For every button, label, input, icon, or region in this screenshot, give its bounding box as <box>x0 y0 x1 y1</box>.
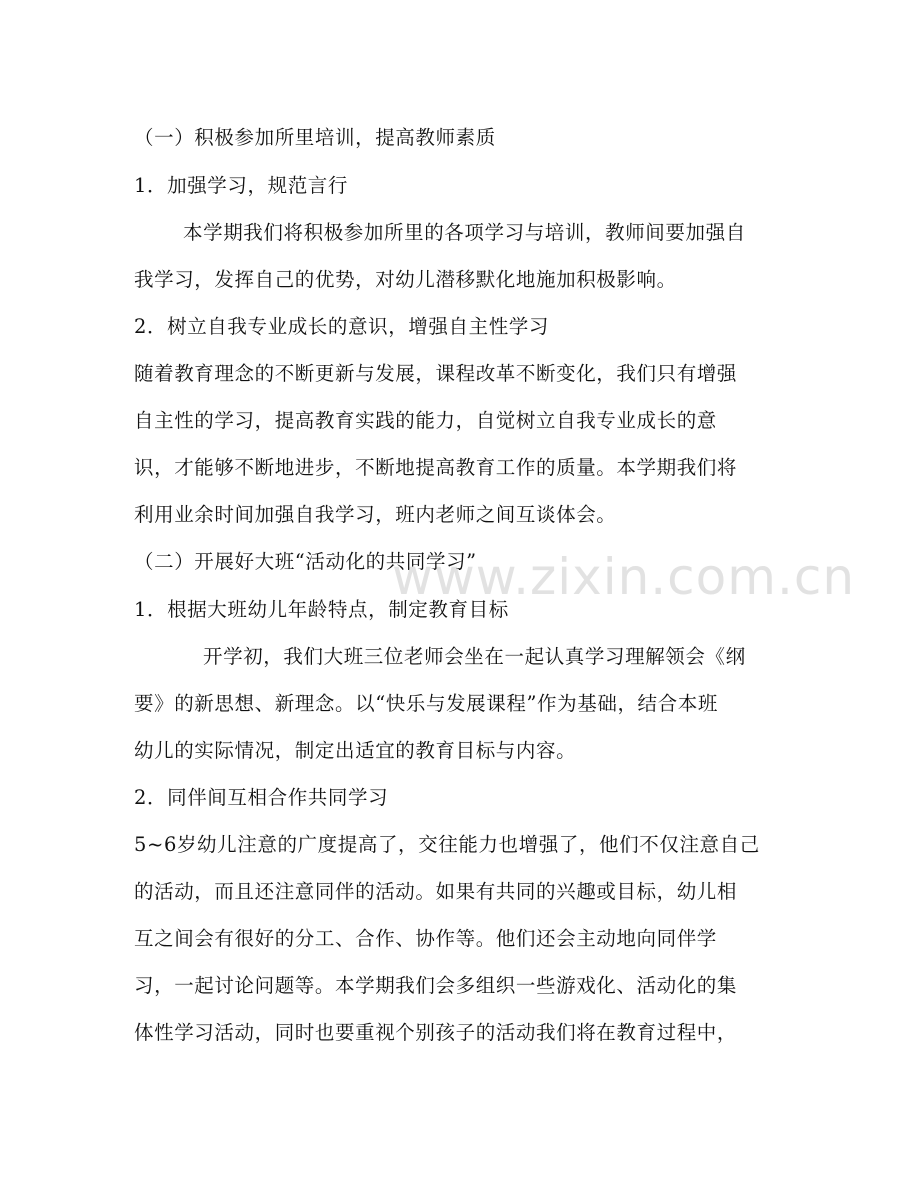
section-heading-1: （一）积极参加所里培训，提高教师素质 <box>134 126 496 149</box>
subheading-1-1: 1．加强学习，规范言行 <box>134 174 349 197</box>
paragraph-line: 幼儿的实际情况，制定出适宜的教育目标与内容。 <box>134 739 577 762</box>
paragraph-line: 5~6岁幼儿注意的广度提高了，交往能力也增强了，他们不仅注意自己 <box>134 833 760 856</box>
subheading-1-2: 2．树立自我专业成长的意识，增强自主性学习 <box>134 315 550 338</box>
watermark-text: www.zixin.com.cn <box>392 548 856 606</box>
paragraph-line: 我学习，发挥自己的优势，对幼儿潜移默化地施加积极影响。 <box>134 268 677 291</box>
paragraph-line: 互之间会有很好的分工、合作、协作等。他们还会主动地向同伴学 <box>134 927 717 950</box>
paragraph-line: 开学初，我们大班三位老师会坐在一起认真学习理解领会《纲 <box>203 645 746 668</box>
subheading-2-2: 2．同伴间互相合作共同学习 <box>134 786 389 809</box>
paragraph-line: 利用业余时间加强自我学习，班内老师之间互谈体会。 <box>134 503 617 526</box>
paragraph-line: 自主性的学习，提高教育实践的能力，自觉树立自我专业成长的意 <box>134 409 717 432</box>
paragraph-line: 本学期我们将积极参加所里的各项学习与培训，教师间要加强自 <box>183 221 746 244</box>
paragraph-line: 要》的新思想、新理念。以“快乐与发展课程”作为基础，结合本班 <box>134 692 718 715</box>
subheading-2-1: 1．根据大班幼儿年龄特点，制定教育目标 <box>134 598 509 621</box>
paragraph-line: 习，一起讨论问题等。本学期我们会多组织一些游戏化、活动化的集 <box>134 974 738 997</box>
paragraph-line: 随着教育理念的不断更新与发展，课程改革不断变化，我们只有增强 <box>134 362 738 385</box>
paragraph-line: 的活动，而且还注意同伴的活动。如果有共同的兴趣或目标，幼儿相 <box>134 880 738 903</box>
paragraph-line: 体性学习活动，同时也要重视个别孩子的活动我们将在教育过程中， <box>134 1021 738 1044</box>
paragraph-line: 识，才能够不断地进步，不断地提高教育工作的质量。本学期我们将 <box>134 456 738 479</box>
section-heading-2: （二）开展好大班“活动化的共同学习” <box>134 550 477 573</box>
